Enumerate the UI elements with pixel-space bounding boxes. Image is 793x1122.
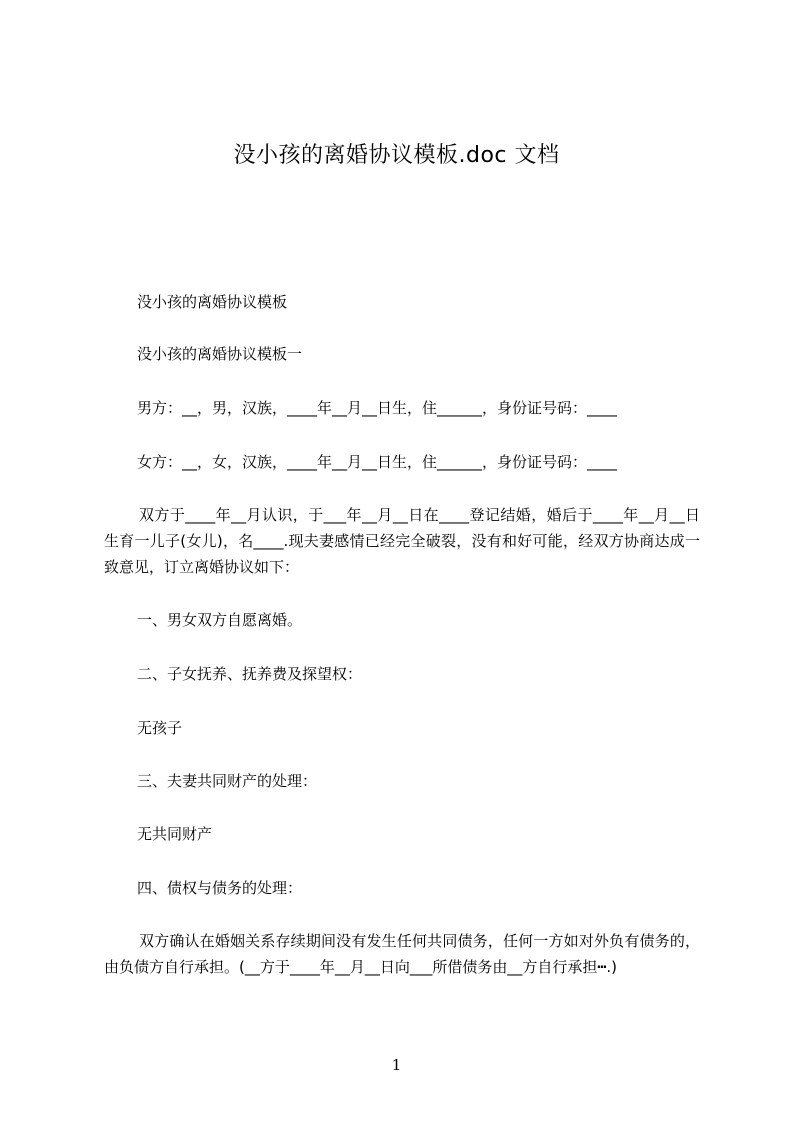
section-2-body: 无孩子 bbox=[137, 719, 183, 737]
section-2-heading: 二、子女抚养、抚养费及探望权： bbox=[137, 665, 363, 683]
intro-paragraph: 双方于____年__月认识，于___年__月__日在____登记结婚，婚后于____年__月__日生育一儿子(女儿)，名____.现夫妻感情已经完全破裂，没有和好可能，经双方协商达成一致意见，订立离婚协议如下： bbox=[104, 506, 700, 576]
section-3-body: 无共同财产 bbox=[137, 825, 213, 843]
female-party-line: 女方：__，女，汉族，____年__月__日生，住______，身份证号码：____ bbox=[137, 453, 618, 471]
heading-template: 没小孩的离婚协议模板 bbox=[137, 293, 288, 311]
section-1-heading: 一、男女双方自愿离婚。 bbox=[137, 611, 303, 629]
page-number: 1 bbox=[391, 1056, 402, 1074]
section-4-heading: 四、债权与债务的处理： bbox=[137, 879, 303, 897]
male-party-line: 男方：__，男，汉族，____年__月__日生，住______，身份证号码：____ bbox=[137, 399, 618, 417]
document-title: 没小孩的离婚协议模板.doc 文档 bbox=[233, 143, 560, 168]
heading-template-one: 没小孩的离婚协议模板一 bbox=[137, 345, 303, 363]
section-3-heading: 三、夫妻共同财产的处理： bbox=[137, 772, 318, 790]
section-4-body: 双方确认在婚姻关系存续期间没有发生任何共同债务，任何一方如对外负有债务的，由负债方自行承担。(__方于____年__月__日向___所借债务由__方自行承担┅.) bbox=[104, 932, 700, 976]
